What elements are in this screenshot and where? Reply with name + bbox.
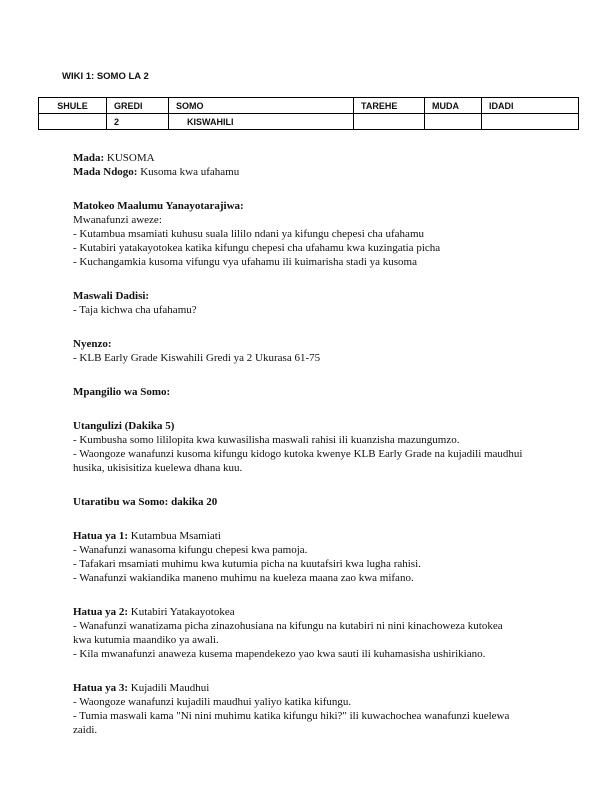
- header-muda: MUDA: [425, 98, 482, 114]
- section-heading: Utaratibu wa Somo: dakika 20: [73, 496, 218, 508]
- mada-ndogo-line: [73, 165, 573, 179]
- section-heading: Maswali Dadisi:: [73, 290, 150, 302]
- list-item: - Kutambua msamiati kuhusu suala lililo ndani ya kifungu chepesi cha ufahamu: [73, 228, 424, 240]
- list-item: - KLB Early Grade Kiswahili Gredi ya 2 Ukurasa 61-75: [73, 352, 321, 364]
- section-heading: Matokeo Maalumu Yanayotarajiwa:: [73, 200, 244, 212]
- list-item: - Wanafunzi wakiandika maneno muhimu na kueleza maana zao kwa mifano.: [73, 572, 414, 584]
- procedure-section: [73, 495, 573, 509]
- cell-tarehe: [354, 114, 425, 130]
- list-item: - Wanafunzi wanatizama picha zinazohusiana na kifungu na kutabiri ni nini kinachoweza kutokea kwa kutumia maandiko ya awali.: [73, 620, 503, 646]
- resources-section: [73, 337, 573, 365]
- list-item: - Taja kichwa cha ufahamu?: [73, 304, 197, 316]
- list-item: - Kumbusha somo lililopita kwa kuwasilisha maswali rahisi ili kuanzisha mazungumzo.: [73, 434, 460, 446]
- section-heading: Mpangilio wa Somo:: [73, 386, 171, 398]
- list-item: - Kutabiri yatakayotokea katika kifungu chepesi cha ufahamu kwa kuzingatia picha: [73, 242, 441, 254]
- questions-section: [73, 289, 573, 317]
- mada-line: [73, 151, 573, 165]
- mada-label: Mada:: [73, 152, 105, 164]
- list-item: - Wanafunzi wanasoma kifungu chepesi kwa pamoja.: [73, 544, 308, 556]
- mada-ndogo-value: Kusoma kwa ufahamu: [137, 166, 240, 178]
- table-row: [39, 114, 579, 130]
- outcomes-intro: Mwanafunzi aweze:: [73, 214, 162, 226]
- lesson-body: [73, 151, 573, 757]
- outcomes-section: [73, 199, 573, 269]
- step-label: Hatua ya 1:: [73, 530, 128, 542]
- introduction-section: [73, 419, 573, 475]
- list-item: - Waongoze wanafunzi kusoma kifungu kidogo kutoka kwenye KLB Early Grade na kujadili maudhui husika, ukisisitiza kuelewa dhana kuu.: [73, 448, 523, 474]
- step-label: Hatua ya 2:: [73, 606, 128, 618]
- step-title: Kutabiri Yatakayotokea: [128, 606, 235, 618]
- plan-section: [73, 385, 573, 399]
- lesson-info-table: [38, 97, 579, 130]
- header-somo: SOMO: [169, 98, 354, 114]
- section-heading: Utangulizi (Dakika 5): [73, 420, 175, 432]
- step-label: Hatua ya 3:: [73, 682, 128, 694]
- section-heading: Nyenzo:: [73, 338, 112, 350]
- step-2: [73, 605, 573, 661]
- step-3: [73, 681, 573, 737]
- list-item: - Tafakari msamiati muhimu kwa kutumia picha na kuutafsiri kwa lugha rahisi.: [73, 558, 421, 570]
- step-title: Kutambua Msamiati: [128, 530, 221, 542]
- lesson-title: WIKI 1: SOMO LA 2: [62, 71, 149, 82]
- list-item: - Waongoze wanafunzi kujadili maudhui yaliyo katika kifungu.: [73, 696, 352, 708]
- header-idadi: IDADI: [482, 98, 579, 114]
- list-item: - Kila mwanafunzi anaweza kusema mapendekezo yao kwa sauti ili kuhamasisha ushirikiano.: [73, 648, 486, 660]
- header-tarehe: TAREHE: [354, 98, 425, 114]
- cell-muda: [425, 114, 482, 130]
- cell-somo: KISWAHILI: [169, 114, 354, 130]
- step-title: Kujadili Maudhui: [128, 682, 210, 694]
- header-gredi: GREDI: [107, 98, 169, 114]
- topic-section: [73, 151, 573, 179]
- mada-value: KUSOMA: [104, 152, 155, 164]
- step-1: [73, 529, 573, 585]
- cell-gredi: 2: [107, 114, 169, 130]
- header-shule: SHULE: [39, 98, 107, 114]
- mada-ndogo-label: Mada Ndogo:: [73, 166, 138, 178]
- list-item: - Tumia maswali kama "Ni nini muhimu katika kifungu hiki?" ili kuwachochea wanafunzi kuelewa zaidi.: [73, 710, 510, 736]
- list-item: - Kuchangamkia kusoma vifungu vya ufahamu ili kuimarisha stadi ya kusoma: [73, 256, 417, 268]
- table-header-row: [39, 98, 579, 114]
- cell-shule: [39, 114, 107, 130]
- cell-idadi: [482, 114, 579, 130]
